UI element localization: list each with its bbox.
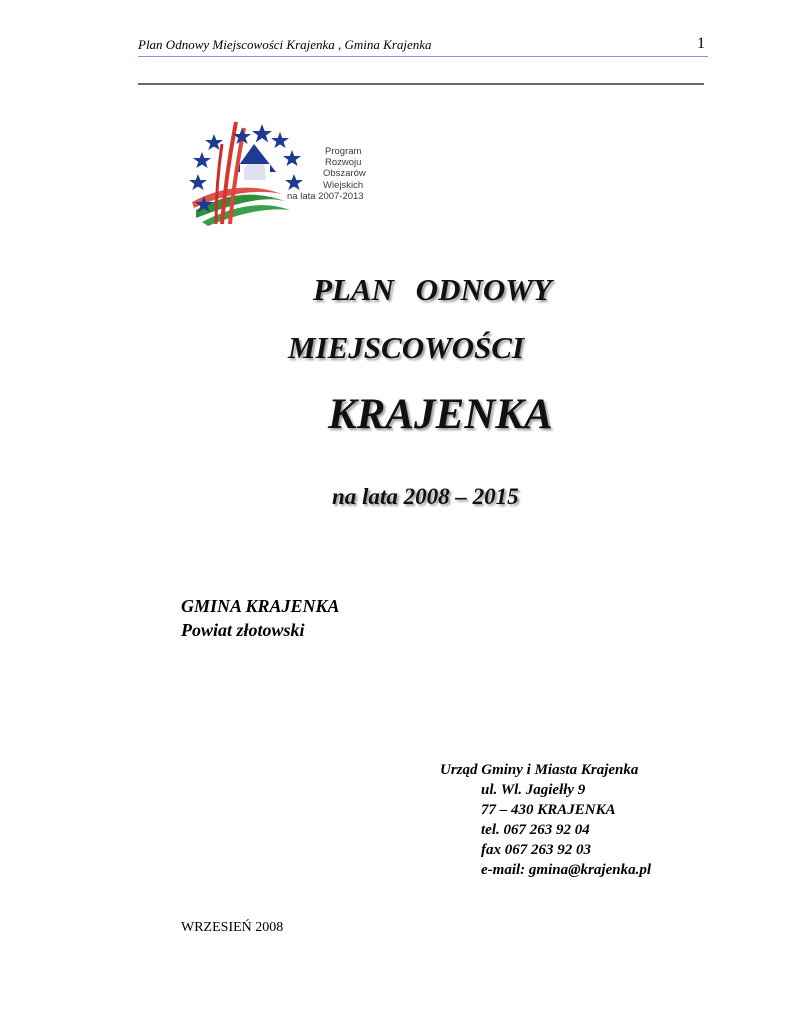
fax: fax 067 263 92 03 (481, 842, 591, 858)
gmina-block (181, 594, 340, 642)
title-years: na lata 2008 – 2015 (332, 484, 519, 509)
telephone: tel. 067 263 92 04 (481, 822, 590, 838)
title-line-miejscowosci: MIEJSCOWOŚCI (288, 330, 525, 365)
address-block (440, 760, 651, 880)
logo-line-program: Program (325, 146, 362, 157)
office-name: Urząd Gminy i Miasta Krajenka (440, 762, 639, 778)
email: e-mail: gmina@krajenka.pl (481, 862, 651, 878)
logo-line-years: na lata 2007-2013 (287, 190, 364, 202)
gmina-name: GMINA KRAJENKA (181, 596, 340, 616)
document-date: WRZESIEŃ 2008 (181, 920, 284, 935)
title-line-krajenka: KRAJENKA (328, 391, 553, 438)
postal-code: 77 – 430 KRAJENKA (481, 802, 616, 818)
page-divider (138, 83, 704, 85)
logo-line-obszarow: Obszarów (323, 168, 366, 180)
page-number: 1 (697, 35, 705, 52)
street-address: ul. Wl. Jagiełły 9 (481, 782, 586, 798)
powiat-name: Powiat złotowski (181, 620, 305, 640)
logo-line-rozwoju: Rozwoju (325, 157, 362, 169)
logo-line-wiejskich: Wiejskich (323, 179, 364, 191)
title-line-plan-odnowy: PLAN ODNOWY (313, 272, 552, 307)
header-title: Plan Odnowy Miejscowości Krajenka , Gmina Krajenka (138, 37, 432, 52)
header-divider (138, 56, 708, 57)
logo-caption (287, 146, 366, 202)
